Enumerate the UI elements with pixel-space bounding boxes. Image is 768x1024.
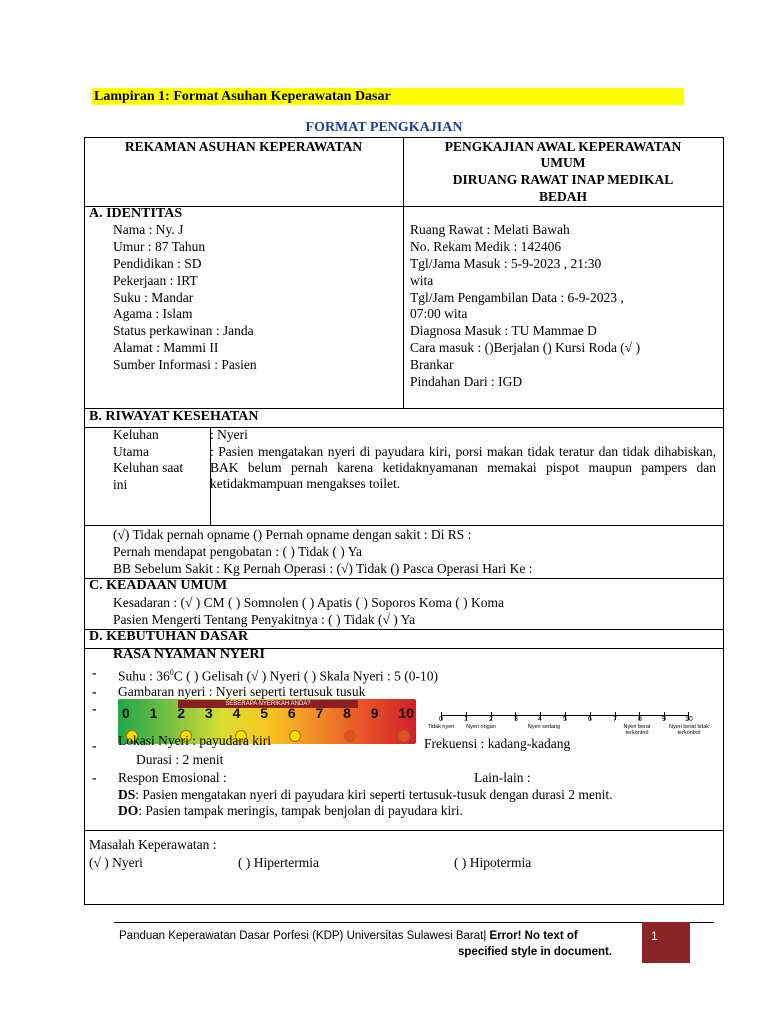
footer-error-text: Error! No text of	[486, 930, 578, 942]
scale-number: 3	[204, 705, 213, 721]
do-row	[118, 803, 463, 819]
durasi-row: Durasi : 2 menit	[136, 752, 224, 767]
header-right-line: PENGKAJIAN AWAL KEPERAWATAN	[444, 139, 682, 154]
degree-sup: 0	[169, 668, 174, 677]
vas-number: 3	[514, 716, 518, 723]
vas-number: 2	[489, 716, 493, 723]
identitas-field: Tgl/Jam Pengambilan Data : 6-9-2023 ,	[410, 290, 624, 305]
keluhan-label: Utama	[113, 444, 149, 459]
vas-label: Tidak nyeri	[427, 724, 455, 730]
keluhan-saat-ini: : Pasien mengatakan nyeri di payudara kiri, porsi makan tidak teratur dan tidak dihabiskan, BAK belum pernah karena ketidaknyamanan memakai pispot maupun pampers dan ketidakmampuan mengakses toilet.	[210, 444, 716, 491]
kebutuhan-heading: D. KEBUTUHAN DASAR	[89, 629, 249, 644]
bullet: -	[92, 738, 97, 753]
vas-number: 1	[464, 716, 468, 723]
header-right-line: BEDAH	[538, 189, 587, 204]
gambaran-row: Gambaran nyeri : Nyeri seperti tertusuk tusuk	[118, 684, 366, 699]
page-number-box	[642, 922, 690, 963]
lain-lain: Lain-lain :	[474, 770, 531, 785]
identitas-field: No. Rekam Medik : 142406	[410, 239, 562, 254]
vas-label: Nyeri ringan	[466, 724, 496, 730]
keluhan-label: Keluhan	[113, 427, 159, 442]
do-text: : Pasien tampak meringis, tampak benjolan di payudara kiri.	[138, 803, 463, 818]
scale-number: 10	[398, 705, 414, 721]
scale-number: 1	[149, 705, 158, 721]
vas-number: 6	[588, 716, 592, 723]
vas-label: Nyeri berat tidak terkontrol	[668, 724, 710, 736]
keluhan-label: ini	[113, 477, 128, 492]
identitas-field: wita	[410, 273, 434, 288]
ds-text: : Pasien mengatakan nyeri di payudara kiri seperti tertusuk-tusuk dengan durasi 2 menit.	[135, 787, 613, 802]
vas-number: 7	[613, 716, 617, 723]
identitas-field: Umur : 87 Tahun	[113, 239, 206, 254]
scale-number: 4	[232, 705, 241, 721]
masalah-heading: Masalah Keperawatan :	[89, 837, 217, 852]
bullet: -	[92, 770, 97, 785]
vas-number: 0	[439, 716, 443, 723]
masalah-option-hipertermia: ( ) Hipertermia	[238, 855, 319, 870]
riwayat-heading: B. RIWAYAT KESEHATAN	[89, 409, 259, 424]
vas-label: Nyeri berat terkontrol	[623, 724, 651, 736]
scale-number: 6	[287, 705, 296, 721]
row-line	[85, 830, 723, 831]
ds-row	[118, 787, 613, 803]
rasa-nyaman-heading: RASA NYAMAN NYERI	[113, 647, 265, 662]
vas-number: 4	[538, 716, 542, 723]
vas-label: Nyeri sedang	[527, 724, 561, 730]
identitas-field: Nama : Ny. J	[113, 222, 184, 237]
header-left: REKAMAN ASUHAN KEPERAWATAN	[124, 139, 363, 154]
identitas-field: Pindahan Dari : IGD	[410, 374, 523, 389]
identitas-heading: A. IDENTITAS	[89, 206, 183, 221]
ds-label: DS	[118, 787, 136, 802]
pengobatan-row: Pernah mendapat pengobatan : ( ) Tidak ( ) Ya	[113, 544, 362, 559]
footer-rule	[114, 922, 714, 923]
appendix-banner: Lampiran 1: Format Asuhan Keperawatan Dasar	[92, 88, 684, 105]
vas-number: 10	[685, 716, 693, 723]
row-line	[85, 427, 723, 428]
identitas-field: Sumber Informasi : Pasien	[113, 357, 257, 372]
identitas-field: Diagnosa Masuk : TU Mammae D	[410, 323, 597, 338]
identitas-field: Agama : Islam	[113, 306, 193, 321]
footer-guide-title: Panduan Keperawatan Dasar Porfesi (KDP) Universitas Sulawesi Barat|	[119, 930, 487, 942]
row-line	[85, 525, 723, 526]
bullet: -	[92, 684, 97, 699]
do-label: DO	[118, 803, 139, 818]
identitas-field: Alamat : Mammi II	[113, 340, 219, 355]
vas-number: 5	[563, 716, 567, 723]
header-right-line: DIRUANG RAWAT INAP MEDIKAL	[452, 172, 674, 187]
scale-number: 9	[370, 705, 379, 721]
bb-row: BB Sebelum Sakit : Kg Pernah Operasi : (√) Tidak () Pasca Operasi Hari Ke :	[113, 561, 533, 576]
suhu-rest: C ( ) Gelisah (√ ) Nyeri ( ) Skala Nyeri : 5 (0-10)	[173, 668, 438, 684]
identitas-field: Pekerjaan : IRT	[113, 273, 198, 288]
header-right-line: UMUM	[540, 155, 586, 170]
footer-text	[119, 928, 578, 944]
scale-number: 0	[122, 705, 130, 721]
scale-number: 7	[315, 705, 324, 721]
respon-emosional: Respon Emosional :	[118, 770, 227, 785]
pengertian-row: Pasien Mengerti Tentang Penyakitnya : ( ) Tidak (√ ) Ya	[113, 612, 416, 627]
identitas-field: Suku : Mandar	[113, 290, 194, 305]
masalah-option-nyeri: (√ ) Nyeri	[89, 855, 143, 870]
masalah-option-hipotermia: ( ) Hipotermia	[454, 855, 532, 870]
form-title: FORMAT PENGKAJIAN	[305, 120, 463, 135]
suhu-value: Suhu : 36	[118, 668, 170, 684]
identitas-field: Pendidikan : SD	[113, 256, 202, 271]
kesadaran-row: Kesadaran : (√ ) CM ( ) Somnolen ( ) Apatis ( ) Soporos Koma ( ) Koma	[113, 595, 504, 610]
scale-number: 8	[343, 705, 351, 721]
scale-number: 2	[177, 705, 186, 721]
identitas-field: Cara masuk : ()Berjalan () Kursi Roda (√ )	[410, 340, 641, 355]
frekuensi-row: Frekuensi : kadang-kadang	[424, 736, 571, 751]
keadaan-heading: C. KEADAAN UMUM	[89, 578, 228, 593]
keluhan-utama: : Nyeri	[210, 427, 248, 442]
scale-number: 5	[260, 705, 268, 721]
identitas-field: Tgl/Jama Masuk : 5-9-2023 , 21:30	[410, 256, 602, 271]
vas-number: 8	[638, 716, 642, 723]
identitas-field: Status perkawinan : Janda	[113, 323, 254, 338]
page-number: 1	[651, 929, 658, 943]
scale-header: SEBERAPA NYERIKAH ANDA?	[178, 700, 358, 708]
bullet: -	[92, 665, 97, 680]
footer-error-text-2: specified style in document.	[458, 946, 613, 958]
identitas-field: Brankar	[410, 357, 454, 372]
vas-number: 9	[662, 716, 666, 723]
identitas-field: Ruang Rawat : Melati Bawah	[410, 222, 570, 237]
lokasi-row	[118, 733, 416, 751]
keluhan-label: Keluhan saat	[113, 460, 184, 475]
lokasi-text: Lokasi Nyeri : payudara kiri	[118, 733, 271, 748]
opname-row: (√) Tidak pernah opname () Pernah opname dengan sakit : Di RS :	[113, 527, 472, 542]
identitas-field: 07:00 wita	[410, 306, 468, 321]
suhu-row	[118, 665, 438, 685]
bullet: -	[92, 701, 97, 716]
